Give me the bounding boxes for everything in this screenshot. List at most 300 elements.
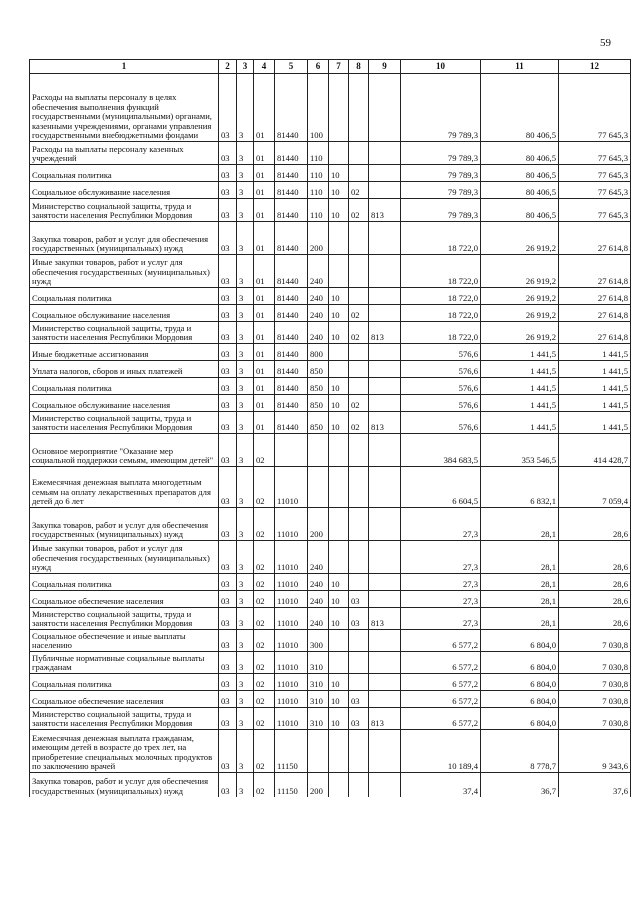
cell-c7 bbox=[329, 142, 349, 165]
cell-c5: 81440 bbox=[275, 288, 308, 305]
cell-v12: 28,6 bbox=[559, 608, 631, 630]
cell-v10: 576,6 bbox=[401, 378, 481, 395]
cell-c2: 03 bbox=[219, 508, 237, 541]
cell-c9 bbox=[369, 288, 401, 305]
cell-c6: 240 bbox=[308, 288, 329, 305]
cell-c8 bbox=[349, 288, 369, 305]
cell-c6: 200 bbox=[308, 773, 329, 797]
cell-v11: 6 804,0 bbox=[481, 630, 559, 652]
cell-v10: 37,4 bbox=[401, 773, 481, 797]
cell-v11: 80 406,5 bbox=[481, 182, 559, 199]
cell-c2: 03 bbox=[219, 574, 237, 591]
table-row bbox=[30, 708, 631, 730]
cell-c2: 03 bbox=[219, 412, 237, 434]
cell-v12: 1 441,5 bbox=[559, 378, 631, 395]
cell-c9 bbox=[369, 142, 401, 165]
cell-c8 bbox=[349, 74, 369, 142]
cell-v11: 80 406,5 bbox=[481, 165, 559, 182]
cell-v11: 8 778,7 bbox=[481, 730, 559, 773]
cell-c5: 11010 bbox=[275, 508, 308, 541]
table-header bbox=[30, 60, 631, 74]
cell-c4: 02 bbox=[254, 708, 275, 730]
cell-v11: 6 832,1 bbox=[481, 467, 559, 508]
cell-c5: 81440 bbox=[275, 182, 308, 199]
cell-v11: 28,1 bbox=[481, 541, 559, 574]
cell-c7: 10 bbox=[329, 182, 349, 199]
cell-c9 bbox=[369, 591, 401, 608]
cell-name: Министерство социальной защиты, труда и занятости населения Республики Мордовия bbox=[30, 608, 219, 630]
cell-c2: 03 bbox=[219, 182, 237, 199]
cell-v11: 1 441,5 bbox=[481, 395, 559, 412]
cell-name: Министерство социальной защиты, труда и занятости населения Республики Мордовия bbox=[30, 708, 219, 730]
cell-c7 bbox=[329, 434, 349, 467]
cell-v10: 27,3 bbox=[401, 541, 481, 574]
table-row bbox=[30, 630, 631, 652]
cell-v11: 1 441,5 bbox=[481, 412, 559, 434]
cell-c4: 02 bbox=[254, 630, 275, 652]
cell-c7: 10 bbox=[329, 199, 349, 222]
cell-v10: 27,3 bbox=[401, 608, 481, 630]
cell-c4: 01 bbox=[254, 199, 275, 222]
cell-c8 bbox=[349, 773, 369, 797]
cell-c5: 11010 bbox=[275, 467, 308, 508]
cell-v12: 414 428,7 bbox=[559, 434, 631, 467]
page-number: 59 bbox=[600, 37, 611, 49]
table-row bbox=[30, 305, 631, 322]
cell-c9: 813 bbox=[369, 708, 401, 730]
cell-c9 bbox=[369, 508, 401, 541]
cell-c5: 81440 bbox=[275, 361, 308, 378]
cell-v11: 28,1 bbox=[481, 608, 559, 630]
cell-v12: 7 030,8 bbox=[559, 652, 631, 674]
table-row bbox=[30, 730, 631, 773]
cell-name: Министерство социальной защиты, труда и занятости населения Республики Мордовия bbox=[30, 412, 219, 434]
cell-c2: 03 bbox=[219, 630, 237, 652]
cell-v10: 79 789,3 bbox=[401, 199, 481, 222]
cell-c8: 03 bbox=[349, 591, 369, 608]
cell-v11: 28,1 bbox=[481, 591, 559, 608]
cell-c8 bbox=[349, 652, 369, 674]
cell-c6: 110 bbox=[308, 199, 329, 222]
cell-c5: 81440 bbox=[275, 378, 308, 395]
cell-c7: 10 bbox=[329, 412, 349, 434]
table-row bbox=[30, 541, 631, 574]
cell-c7: 10 bbox=[329, 574, 349, 591]
cell-c9 bbox=[369, 74, 401, 142]
cell-v11: 26 919,2 bbox=[481, 255, 559, 288]
cell-c6: 240 bbox=[308, 305, 329, 322]
cell-v10: 6 604,5 bbox=[401, 467, 481, 508]
cell-c5: 11010 bbox=[275, 574, 308, 591]
cell-c6: 310 bbox=[308, 652, 329, 674]
cell-c4: 01 bbox=[254, 142, 275, 165]
cell-c3: 3 bbox=[237, 344, 254, 361]
table-row bbox=[30, 508, 631, 541]
cell-c7 bbox=[329, 541, 349, 574]
cell-v10: 6 577,2 bbox=[401, 674, 481, 691]
cell-c7 bbox=[329, 652, 349, 674]
cell-c8 bbox=[349, 541, 369, 574]
cell-c9 bbox=[369, 222, 401, 255]
cell-c7: 10 bbox=[329, 165, 349, 182]
cell-c8 bbox=[349, 344, 369, 361]
cell-c3: 3 bbox=[237, 591, 254, 608]
cell-c9: 813 bbox=[369, 412, 401, 434]
cell-c8 bbox=[349, 361, 369, 378]
cell-c9 bbox=[369, 395, 401, 412]
cell-v12: 27 614,8 bbox=[559, 305, 631, 322]
cell-c6: 850 bbox=[308, 361, 329, 378]
cell-c6 bbox=[308, 730, 329, 773]
cell-c6: 850 bbox=[308, 395, 329, 412]
cell-c3: 3 bbox=[237, 255, 254, 288]
cell-v12: 28,6 bbox=[559, 508, 631, 541]
cell-v11: 6 804,0 bbox=[481, 652, 559, 674]
cell-v11: 1 441,5 bbox=[481, 361, 559, 378]
cell-v12: 1 441,5 bbox=[559, 395, 631, 412]
table-row bbox=[30, 288, 631, 305]
cell-c5: 11150 bbox=[275, 730, 308, 773]
cell-name: Расходы на выплаты персоналу казенных учреждений bbox=[30, 142, 219, 165]
cell-c8: 02 bbox=[349, 412, 369, 434]
cell-v12: 27 614,8 bbox=[559, 322, 631, 344]
cell-c2: 03 bbox=[219, 773, 237, 797]
cell-c7 bbox=[329, 222, 349, 255]
cell-name: Социальное обеспечение населения bbox=[30, 591, 219, 608]
cell-c4: 02 bbox=[254, 467, 275, 508]
cell-c6: 240 bbox=[308, 608, 329, 630]
cell-v12: 28,6 bbox=[559, 591, 631, 608]
cell-v12: 7 030,8 bbox=[559, 674, 631, 691]
cell-name: Расходы на выплаты персоналу в целях обеспечения выполнения функций государственными (муниципальными) органами, казенными учреждениями, органами управления государственными внебюджетными фондами bbox=[30, 74, 219, 142]
column-header-10: 10 bbox=[401, 60, 481, 74]
cell-name: Министерство социальной защиты, труда и занятости населения Республики Мордовия bbox=[30, 322, 219, 344]
cell-name: Социальное обслуживание населения bbox=[30, 182, 219, 199]
cell-v12: 27 614,8 bbox=[559, 255, 631, 288]
cell-v12: 7 030,8 bbox=[559, 630, 631, 652]
cell-c9 bbox=[369, 652, 401, 674]
cell-c3: 3 bbox=[237, 708, 254, 730]
cell-v11: 26 919,2 bbox=[481, 222, 559, 255]
cell-name: Социальное обеспечение и иные выплаты населению bbox=[30, 630, 219, 652]
cell-v10: 6 577,2 bbox=[401, 691, 481, 708]
cell-c5: 81440 bbox=[275, 395, 308, 412]
cell-v10: 576,6 bbox=[401, 344, 481, 361]
cell-v12: 27 614,8 bbox=[559, 222, 631, 255]
cell-c3: 3 bbox=[237, 630, 254, 652]
cell-c3: 3 bbox=[237, 674, 254, 691]
cell-c7: 10 bbox=[329, 591, 349, 608]
cell-v11: 80 406,5 bbox=[481, 74, 559, 142]
cell-c5: 81440 bbox=[275, 322, 308, 344]
cell-c4: 02 bbox=[254, 730, 275, 773]
cell-c8: 02 bbox=[349, 182, 369, 199]
column-header-3: 3 bbox=[237, 60, 254, 74]
cell-c5: 81440 bbox=[275, 165, 308, 182]
cell-name: Закупка товаров, работ и услуг для обеспечения государственных (муниципальных) нужд bbox=[30, 222, 219, 255]
cell-c3: 3 bbox=[237, 142, 254, 165]
cell-v11: 80 406,5 bbox=[481, 199, 559, 222]
cell-v10: 79 789,3 bbox=[401, 182, 481, 199]
cell-name: Иные закупки товаров, работ и услуг для обеспечения государственных (муниципальных) нужд bbox=[30, 255, 219, 288]
cell-v12: 1 441,5 bbox=[559, 344, 631, 361]
cell-c4: 02 bbox=[254, 674, 275, 691]
cell-c3: 3 bbox=[237, 395, 254, 412]
table-row bbox=[30, 591, 631, 608]
cell-c5 bbox=[275, 434, 308, 467]
cell-c5: 11010 bbox=[275, 674, 308, 691]
cell-c5: 11010 bbox=[275, 691, 308, 708]
cell-c8 bbox=[349, 674, 369, 691]
cell-name: Ежемесячная денежная выплата гражданам, имеющим детей в возрасте до трех лет, на приобретение специальных молочных продуктов по заключению врачей bbox=[30, 730, 219, 773]
cell-v12: 37,6 bbox=[559, 773, 631, 797]
cell-c3: 3 bbox=[237, 412, 254, 434]
cell-c2: 03 bbox=[219, 378, 237, 395]
cell-c6: 800 bbox=[308, 344, 329, 361]
cell-c2: 03 bbox=[219, 691, 237, 708]
cell-c5: 81440 bbox=[275, 199, 308, 222]
cell-c7 bbox=[329, 773, 349, 797]
cell-c6 bbox=[308, 467, 329, 508]
cell-v10: 10 189,4 bbox=[401, 730, 481, 773]
cell-c9 bbox=[369, 434, 401, 467]
cell-c7 bbox=[329, 255, 349, 288]
cell-c9 bbox=[369, 541, 401, 574]
cell-name: Социальное обеспечение населения bbox=[30, 691, 219, 708]
cell-v10: 79 789,3 bbox=[401, 74, 481, 142]
cell-c8: 03 bbox=[349, 708, 369, 730]
cell-c9 bbox=[369, 467, 401, 508]
cell-c4: 01 bbox=[254, 222, 275, 255]
cell-c9: 813 bbox=[369, 199, 401, 222]
cell-c3: 3 bbox=[237, 288, 254, 305]
table-row bbox=[30, 74, 631, 142]
cell-c4: 01 bbox=[254, 322, 275, 344]
cell-c2: 03 bbox=[219, 395, 237, 412]
cell-c5: 11010 bbox=[275, 541, 308, 574]
cell-c9 bbox=[369, 691, 401, 708]
cell-v11: 353 546,5 bbox=[481, 434, 559, 467]
cell-c7 bbox=[329, 508, 349, 541]
cell-v11: 26 919,2 bbox=[481, 305, 559, 322]
cell-c9 bbox=[369, 630, 401, 652]
cell-c3: 3 bbox=[237, 199, 254, 222]
cell-c2: 03 bbox=[219, 142, 237, 165]
cell-v12: 7 059,4 bbox=[559, 467, 631, 508]
cell-v10: 384 683,5 bbox=[401, 434, 481, 467]
cell-c5: 11010 bbox=[275, 591, 308, 608]
cell-v11: 6 804,0 bbox=[481, 674, 559, 691]
cell-c7 bbox=[329, 344, 349, 361]
cell-v12: 9 343,6 bbox=[559, 730, 631, 773]
cell-c6: 850 bbox=[308, 378, 329, 395]
cell-name: Социальное обслуживание населения bbox=[30, 395, 219, 412]
cell-v11: 26 919,2 bbox=[481, 322, 559, 344]
cell-name: Ежемесячная денежная выплата многодетным семьям на оплату лекарственных препаратов для детей до 6 лет bbox=[30, 467, 219, 508]
cell-c3: 3 bbox=[237, 730, 254, 773]
cell-v11: 26 919,2 bbox=[481, 288, 559, 305]
cell-c8: 02 bbox=[349, 395, 369, 412]
cell-c5: 11010 bbox=[275, 708, 308, 730]
cell-c8 bbox=[349, 378, 369, 395]
column-header-5: 5 bbox=[275, 60, 308, 74]
cell-v11: 28,1 bbox=[481, 508, 559, 541]
cell-v11: 28,1 bbox=[481, 574, 559, 591]
cell-v11: 36,7 bbox=[481, 773, 559, 797]
cell-c4: 02 bbox=[254, 508, 275, 541]
cell-c2: 03 bbox=[219, 199, 237, 222]
column-header-9: 9 bbox=[369, 60, 401, 74]
cell-c2: 03 bbox=[219, 344, 237, 361]
cell-c8: 03 bbox=[349, 691, 369, 708]
cell-c2: 03 bbox=[219, 652, 237, 674]
cell-c4: 01 bbox=[254, 412, 275, 434]
cell-v10: 27,3 bbox=[401, 591, 481, 608]
cell-c4: 01 bbox=[254, 305, 275, 322]
table-row bbox=[30, 322, 631, 344]
cell-c4: 02 bbox=[254, 691, 275, 708]
cell-c5: 81440 bbox=[275, 74, 308, 142]
table-row bbox=[30, 165, 631, 182]
cell-c3: 3 bbox=[237, 361, 254, 378]
cell-c5: 81440 bbox=[275, 222, 308, 255]
cell-c5: 11010 bbox=[275, 630, 308, 652]
cell-c2: 03 bbox=[219, 322, 237, 344]
cell-v12: 77 645,3 bbox=[559, 182, 631, 199]
cell-v10: 79 789,3 bbox=[401, 165, 481, 182]
cell-c4: 02 bbox=[254, 773, 275, 797]
cell-c6: 110 bbox=[308, 182, 329, 199]
cell-c6: 850 bbox=[308, 412, 329, 434]
cell-c6: 100 bbox=[308, 74, 329, 142]
cell-c2: 03 bbox=[219, 74, 237, 142]
table-row bbox=[30, 142, 631, 165]
column-header-4: 4 bbox=[254, 60, 275, 74]
cell-v12: 7 030,8 bbox=[559, 708, 631, 730]
cell-c4: 02 bbox=[254, 652, 275, 674]
cell-v11: 1 441,5 bbox=[481, 344, 559, 361]
cell-name: Закупка товаров, работ и услуг для обеспечения государственных (муниципальных) нужд bbox=[30, 508, 219, 541]
cell-v10: 576,6 bbox=[401, 361, 481, 378]
cell-v12: 7 030,8 bbox=[559, 691, 631, 708]
table-row bbox=[30, 344, 631, 361]
cell-v10: 18 722,0 bbox=[401, 305, 481, 322]
cell-c3: 3 bbox=[237, 182, 254, 199]
table-row bbox=[30, 395, 631, 412]
cell-name: Закупка товаров, работ и услуг для обеспечения государственных (муниципальных) нужд bbox=[30, 773, 219, 797]
cell-c8 bbox=[349, 434, 369, 467]
cell-c4: 01 bbox=[254, 378, 275, 395]
cell-c2: 03 bbox=[219, 708, 237, 730]
cell-c5: 81440 bbox=[275, 412, 308, 434]
cell-c9 bbox=[369, 730, 401, 773]
table-row bbox=[30, 691, 631, 708]
table-row bbox=[30, 222, 631, 255]
cell-name: Социальная политика bbox=[30, 378, 219, 395]
table-row bbox=[30, 182, 631, 199]
cell-c7 bbox=[329, 630, 349, 652]
cell-c7: 10 bbox=[329, 674, 349, 691]
cell-v10: 18 722,0 bbox=[401, 222, 481, 255]
cell-c2: 03 bbox=[219, 591, 237, 608]
cell-c3: 3 bbox=[237, 773, 254, 797]
cell-c9: 813 bbox=[369, 608, 401, 630]
cell-v10: 6 577,2 bbox=[401, 630, 481, 652]
cell-c2: 03 bbox=[219, 608, 237, 630]
cell-c9 bbox=[369, 773, 401, 797]
cell-c7: 10 bbox=[329, 288, 349, 305]
cell-c4: 02 bbox=[254, 608, 275, 630]
cell-c8 bbox=[349, 630, 369, 652]
cell-c8 bbox=[349, 467, 369, 508]
cell-c9 bbox=[369, 344, 401, 361]
cell-c4: 01 bbox=[254, 165, 275, 182]
cell-v10: 79 789,3 bbox=[401, 142, 481, 165]
cell-v10: 18 722,0 bbox=[401, 288, 481, 305]
cell-c9 bbox=[369, 305, 401, 322]
cell-c4: 01 bbox=[254, 182, 275, 199]
table-row bbox=[30, 412, 631, 434]
table-row bbox=[30, 378, 631, 395]
cell-c6: 300 bbox=[308, 630, 329, 652]
cell-c9 bbox=[369, 674, 401, 691]
cell-c6: 240 bbox=[308, 591, 329, 608]
table-row bbox=[30, 255, 631, 288]
cell-name: Социальная политика bbox=[30, 674, 219, 691]
table-row bbox=[30, 199, 631, 222]
cell-c4: 02 bbox=[254, 541, 275, 574]
cell-c2: 03 bbox=[219, 467, 237, 508]
cell-v10: 27,3 bbox=[401, 574, 481, 591]
cell-c7: 10 bbox=[329, 322, 349, 344]
cell-c2: 03 bbox=[219, 730, 237, 773]
cell-c6: 110 bbox=[308, 165, 329, 182]
cell-c5: 11150 bbox=[275, 773, 308, 797]
cell-c7 bbox=[329, 467, 349, 508]
cell-c5: 11010 bbox=[275, 652, 308, 674]
cell-c8: 02 bbox=[349, 199, 369, 222]
cell-v10: 18 722,0 bbox=[401, 255, 481, 288]
cell-c4: 01 bbox=[254, 361, 275, 378]
cell-c2: 03 bbox=[219, 674, 237, 691]
table-row bbox=[30, 652, 631, 674]
cell-c5: 81440 bbox=[275, 255, 308, 288]
cell-v11: 6 804,0 bbox=[481, 708, 559, 730]
cell-c7: 10 bbox=[329, 305, 349, 322]
cell-c3: 3 bbox=[237, 305, 254, 322]
table-row bbox=[30, 608, 631, 630]
cell-c3: 3 bbox=[237, 467, 254, 508]
cell-c8: 03 bbox=[349, 608, 369, 630]
table-row bbox=[30, 361, 631, 378]
cell-c8 bbox=[349, 574, 369, 591]
cell-c3: 3 bbox=[237, 74, 254, 142]
cell-c2: 03 bbox=[219, 222, 237, 255]
cell-c4: 02 bbox=[254, 574, 275, 591]
table-row bbox=[30, 773, 631, 797]
cell-c4: 01 bbox=[254, 74, 275, 142]
cell-c6: 240 bbox=[308, 322, 329, 344]
cell-c3: 3 bbox=[237, 165, 254, 182]
cell-c4: 01 bbox=[254, 255, 275, 288]
cell-name: Уплата налогов, сборов и иных платежей bbox=[30, 361, 219, 378]
cell-c8: 02 bbox=[349, 305, 369, 322]
cell-c5: 81440 bbox=[275, 344, 308, 361]
cell-name: Социальное обслуживание населения bbox=[30, 305, 219, 322]
cell-c6: 200 bbox=[308, 222, 329, 255]
cell-c8 bbox=[349, 730, 369, 773]
cell-c3: 3 bbox=[237, 378, 254, 395]
